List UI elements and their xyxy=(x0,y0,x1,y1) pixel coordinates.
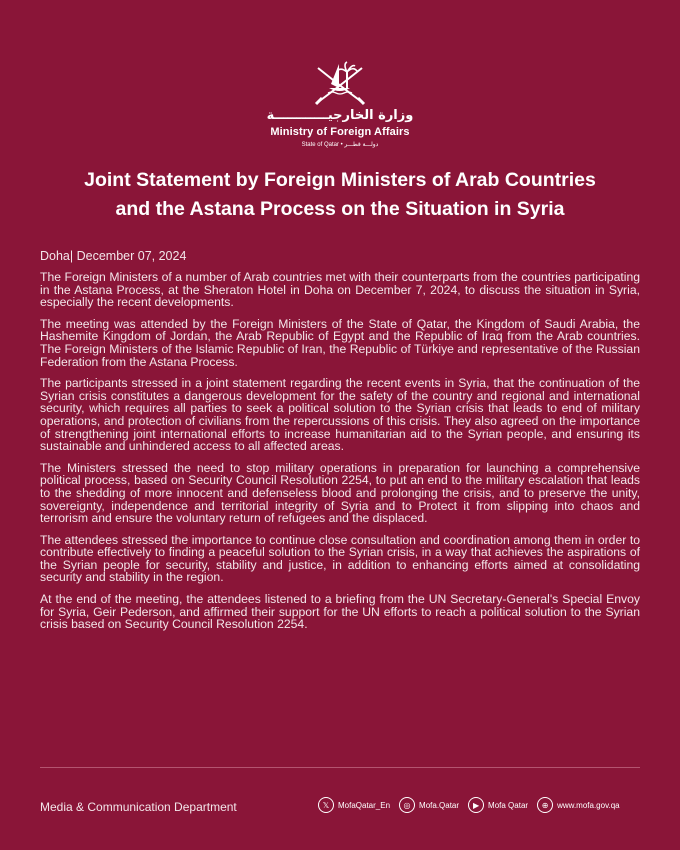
social-label: www.mofa.gov.qa xyxy=(557,800,620,810)
social-links xyxy=(318,797,620,813)
paragraph: The participants stressed in a joint statement regarding the recent events in Syria, that the continuation of the Syrian crisis constitutes a dangerous development for the safety of the country and regional and international security, which requires all parties to seek a political solution to the Syrian crisis that leads to end of military operations, and protection of civilians from the repercussions of this crisis. They also agreed on the importance of strengthening joint international efforts to increase humanitarian aid to the Syrian people, and ensuring its sustainable and unhindered access to all affected areas. xyxy=(40,376,640,454)
paragraph: The meeting was attended by the Foreign Ministers of the State of Qatar, the Kingdom of Saudi Arabia, the Hashemite Kingdom of Jordan, the Arab Republic of Egypt and the Republic of Iraq from the Arab countries. The Foreign Ministers of the Islamic Republic of Iran, the Republic of Türkiye and representative of the Russian Federation from the Astana Process. xyxy=(40,316,640,369)
x-icon: 𝕏 xyxy=(318,797,334,813)
social-link-instagram[interactable] xyxy=(399,797,459,813)
ministry-name-arabic: وزارة الخارجيــــــــــــة xyxy=(266,108,414,123)
dateline: Doha| December 07, 2024 xyxy=(40,249,187,263)
social-link-youtube[interactable] xyxy=(468,797,528,813)
social-label: Mofa.Qatar xyxy=(419,800,460,810)
instagram-icon: ◎ xyxy=(399,797,415,813)
title-line-1: Joint Statement by Foreign Ministers of Arab Countries xyxy=(84,169,596,191)
title-line-2: and the Astana Process on the Situation in Syria xyxy=(115,198,565,220)
qatar-emblem-icon xyxy=(312,58,368,106)
paragraph: The Foreign Ministers of a number of Arab countries met with their counterparts from the countries participating in the Astana Process, at the Sheraton Hotel in Doha on December 7, 2024, to discuss the situation in Syria, especially the recent developments. xyxy=(40,270,640,310)
social-link-website[interactable] xyxy=(537,797,620,813)
social-link-x[interactable] xyxy=(318,797,390,813)
youtube-icon: ▶ xyxy=(468,797,484,813)
statement-body xyxy=(40,271,640,640)
state-of-qatar-label: State of Qatar • دولـــة قطـــر xyxy=(301,142,379,148)
paragraph: The Ministers stressed the need to stop military operations in preparation for launching a comprehensive political process, based on Security Council Resolution 2254, to put an end to the military escalation that leads to the shedding of more innocent and defenseless blood and prolonging the crisis, and to preserve the unity, sovereignty, independence and territorial integrity of Syria and to Protect it from slipping into chaos and terrorism and ensure the voluntary return of refugees and the displaced. xyxy=(40,460,640,526)
department-name: Media & Communication Department xyxy=(40,800,237,814)
ministry-logo xyxy=(0,58,680,148)
paragraph: At the end of the meeting, the attendees listened to a briefing from the UN Secretary-General's Special Envoy for Syria, Geir Pederson, and affirmed their support for the UN efforts to reach a political solution to the Syrian crisis based on Security Council Resolution 2254. xyxy=(40,592,640,632)
statement-title xyxy=(40,166,640,224)
ministry-name-english: Ministry of Foreign Affairs xyxy=(270,126,410,138)
globe-icon: ⊕ xyxy=(537,797,553,813)
social-label: Mofa Qatar xyxy=(488,800,529,810)
footer-divider xyxy=(40,767,640,768)
paragraph: The attendees stressed the importance to continue close consultation and coordination among them in order to contribute effectively to finding a peaceful solution to the Syrian crisis, in a way that achieves the aspirations of the Syrian people for security, stability and justice, in addition to enhancing efforts aimed at consolidating security and stability in the region. xyxy=(40,532,640,585)
social-label: MofaQatar_En xyxy=(338,800,391,810)
